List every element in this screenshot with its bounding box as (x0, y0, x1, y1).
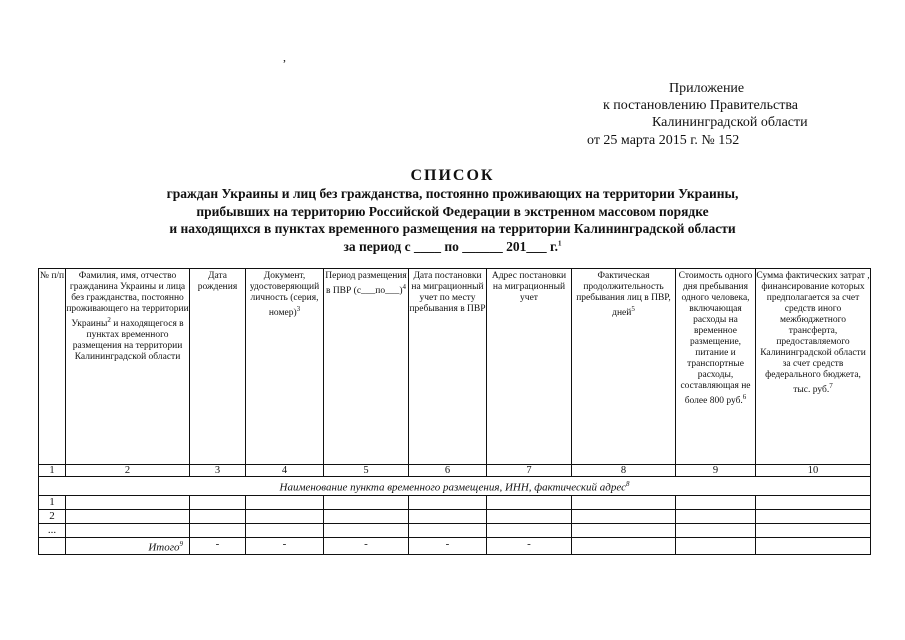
table-cell (756, 509, 871, 523)
table-cell (676, 509, 756, 523)
table-cell (572, 509, 676, 523)
register-table (38, 268, 871, 555)
column-number: 1 (39, 465, 66, 477)
header-total-cost: Сумма фактических затрат , финансирование которых предполагается за счет средств иного межбюджетного трансферта, предоставляемого Калининградской области за счет средств федерального бюджета, тыс. руб.$^7$ (756, 269, 871, 465)
stray-mark: , (283, 50, 286, 64)
header-document: Документ, удостоверяющий личность (серия, номер)$^3$ (246, 269, 324, 465)
header-duration: Фактическая продолжительность пребывания лиц в ПВР, дней$^5$ (572, 269, 676, 465)
column-number: 8 (572, 465, 676, 477)
column-number: 3 (190, 465, 246, 477)
total-dash: - (246, 537, 324, 555)
table-cell (676, 495, 756, 509)
appendix-line4: от 25 марта 2015 г. № 152 (587, 133, 740, 148)
table-cell (572, 495, 676, 509)
table-cell (409, 509, 487, 523)
title-line4: за период с ____ по ______ 201___ г.$^1$ (343, 239, 562, 254)
table-cell (572, 523, 676, 537)
row-number: ... (39, 523, 66, 537)
header-num: № п/п (39, 269, 66, 465)
total-dash: - (409, 537, 487, 555)
table-cell (190, 495, 246, 509)
appendix-line3: Калининградской области (652, 115, 808, 130)
table-cell (756, 495, 871, 509)
header-registration-date: Дата постановки на миграционный учет по месту пребывания в ПВР (409, 269, 487, 465)
header-name: Фамилия, имя, отчество гражданина Украины и лица без гражданства, постоянно проживающего на территории Украины$^2$ и находящегося в пунктах временного размещения на территории Калининградской области (66, 269, 190, 465)
column-number: 9 (676, 465, 756, 477)
table-cell (246, 495, 324, 509)
total-dash: - (190, 537, 246, 555)
total-label: Итого$^9$ (66, 537, 190, 555)
header-daily-cost: Стоимость одного дня пребывания одного человека, включающая расходы на временное размещение, питание и транспортные расходы, составляющая не более 800 руб.$^6$ (676, 269, 756, 465)
table-cell (487, 523, 572, 537)
column-number: 7 (487, 465, 572, 477)
document-title: СПИСОК (410, 167, 495, 184)
column-number: 10 (756, 465, 871, 477)
appendix-line2: к постановлению Правительства (603, 98, 799, 113)
table-cell (487, 495, 572, 509)
row-number: 1 (39, 495, 66, 509)
table-cell (66, 509, 190, 523)
table-cell (246, 523, 324, 537)
table-cell (190, 509, 246, 523)
table-cell (409, 495, 487, 509)
total-row (39, 537, 871, 555)
title-line2: прибывших на территорию Российской Федерации в экстренном массовом порядке (196, 204, 709, 219)
title-line3: и находящихся в пунктах временного размещения на территории Калининградской области (169, 221, 736, 236)
column-number-row (39, 465, 871, 477)
header-birthdate: Дата рождения (190, 269, 246, 465)
column-number: 6 (409, 465, 487, 477)
column-number: 5 (324, 465, 409, 477)
row-number: 2 (39, 509, 66, 523)
header-row (39, 269, 871, 465)
table-cell (409, 523, 487, 537)
table-cell (676, 523, 756, 537)
table-row (39, 523, 871, 537)
header-registration-address: Адрес постановки на миграционный учет (487, 269, 572, 465)
total-dash: - (487, 537, 572, 555)
total-cell (676, 537, 756, 555)
appendix-line1: Приложение (669, 81, 745, 96)
table-cell (190, 523, 246, 537)
table-row (39, 495, 871, 509)
table-cell (487, 509, 572, 523)
header-period: Период размещения в ПВР (с___по___)$^4$ (324, 269, 409, 465)
table-row (39, 509, 871, 523)
table-cell (324, 523, 409, 537)
total-cell (572, 537, 676, 555)
total-dash: - (324, 537, 409, 555)
table-cell (324, 509, 409, 523)
title-line1: граждан Украины и лиц без гражданства, постоянно проживающих на территории Украины, (166, 186, 739, 201)
table-cell (66, 523, 190, 537)
table-cell (324, 495, 409, 509)
total-cell (39, 537, 66, 555)
section-label: Наименование пункта временного размещения, ИНН, фактический адрес$^8$ (39, 477, 871, 496)
column-number: 2 (66, 465, 190, 477)
table-cell (66, 495, 190, 509)
table-cell (756, 523, 871, 537)
column-number: 4 (246, 465, 324, 477)
total-cell (756, 537, 871, 555)
section-row (39, 477, 871, 496)
table-cell (246, 509, 324, 523)
